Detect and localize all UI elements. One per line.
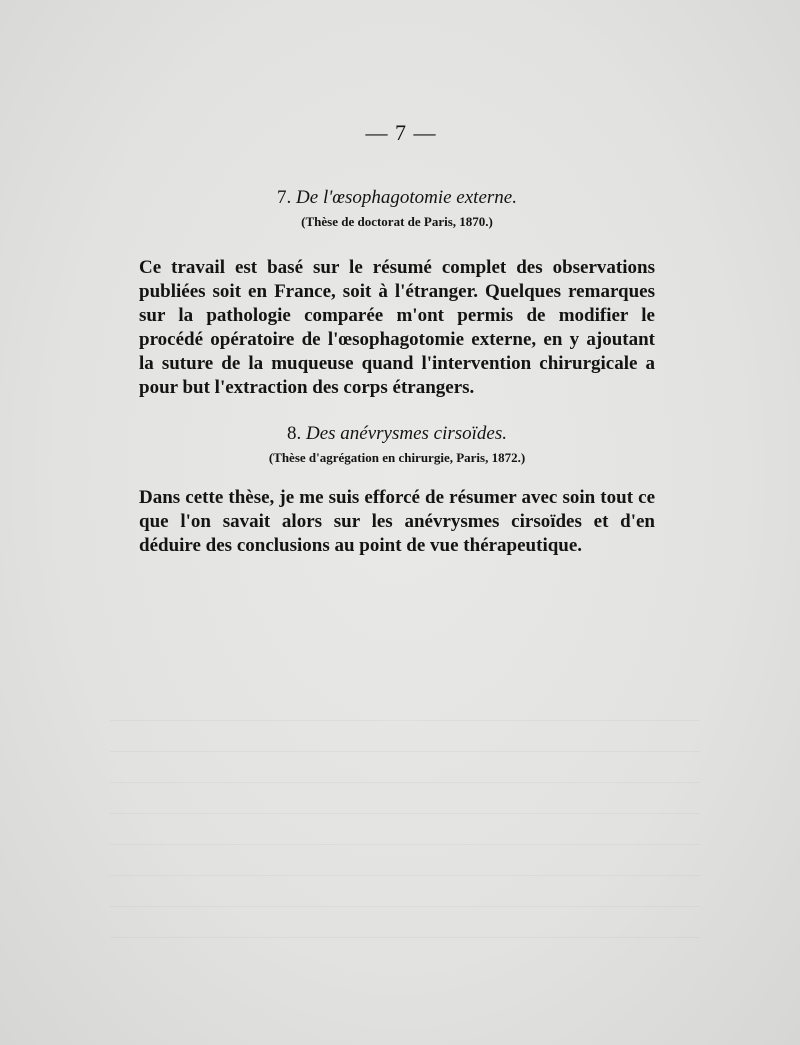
section-8 xyxy=(139,423,655,558)
section-7 xyxy=(139,187,655,400)
section-7-paragraph: Ce travail est basé sur le résumé complet des observations publiées soit en France, soit à l'étranger. Quelques remarques sur la pathologie comparée m'ont permis de modifier le procédé opératoire de l'œsophagotomie externe, en y ajoutant la suture de la muqueuse quand l'intervention chirurgicale a pour but l'extraction des corps étrangers. xyxy=(139,257,655,398)
page-number-text: — 7 — xyxy=(365,120,437,145)
section-8-heading xyxy=(139,423,655,445)
show-through-texture xyxy=(110,690,700,990)
section-7-number: 7. xyxy=(277,187,292,208)
section-7-title: l'œsophagotomie externe. xyxy=(322,187,517,208)
section-7-heading xyxy=(139,187,655,209)
section-8-title: Des anévrysmes cirsoïdes. xyxy=(305,423,508,444)
page-number xyxy=(0,120,800,146)
section-8-paragraph: Dans cette thèse, je me suis efforcé de résumer avec soin tout ce que l'on savait alors sur les anévrysmes cirsoïdes et d'en déduire des conclusions au point de vue thérapeutique. xyxy=(139,487,655,556)
section-7-subtitle: (Thèse de doctorat de Paris, 1870.) xyxy=(301,214,493,229)
section-7-title-prefix: De xyxy=(296,187,319,208)
section-8-subtitle: (Thèse d'agrégation en chirurgie, Paris, 1872.) xyxy=(268,450,526,465)
section-8-number: 8. xyxy=(286,423,302,444)
